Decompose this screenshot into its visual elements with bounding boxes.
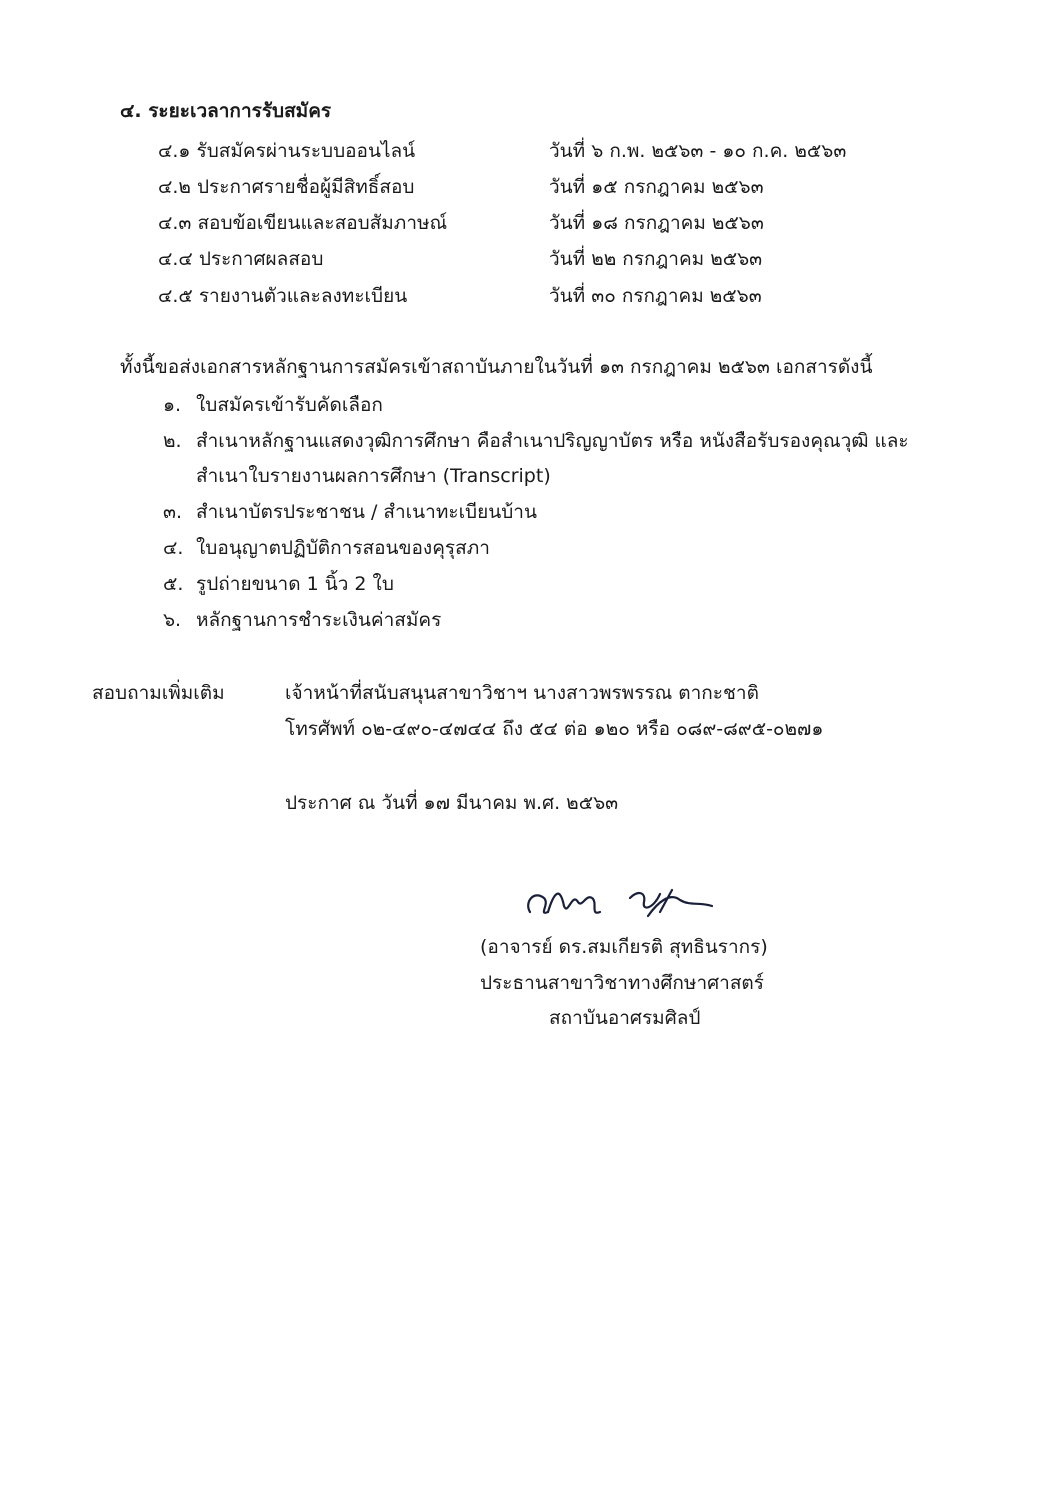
- schedule-item-date: วันที่ ๑๘ กรกฎาคม ๒๕๖๓: [549, 212, 764, 234]
- document-item-text: ใบอนุญาตปฏิบัติการสอนของคุรุสภา: [196, 537, 490, 559]
- schedule-item-label: ๔.๕ รายงานตัวและลงทะเบียน: [158, 285, 408, 307]
- document-item-number: ๕.: [163, 573, 184, 595]
- announcement-date: ประกาศ ณ วันที่ ๑๗ มีนาคม พ.ศ. ๒๕๖๓: [285, 792, 619, 814]
- document-item-number: ๓.: [163, 501, 183, 523]
- document-item-text: หลักฐานการชำระเงินค่าสมัคร: [196, 609, 442, 631]
- document-item-text: ใบสมัครเข้ารับคัดเลือก: [196, 394, 383, 416]
- document-item-text: รูปถ่ายขนาด 1 นิ้ว 2 ใบ: [196, 573, 394, 595]
- schedule-item-label: ๔.๔ ประกาศผลสอบ: [158, 248, 324, 270]
- schedule-item-label: ๔.๒ ประกาศรายชื่อผู้มีสิทธิ์สอบ: [158, 176, 415, 198]
- signatory-title: ประธานสาขาวิชาทางศึกษาศาสตร์: [480, 972, 764, 994]
- section-title: ๔. ระยะเวลาการรับสมัคร: [120, 100, 332, 122]
- document-item-number: ๒.: [163, 430, 182, 452]
- contact-phone: โทรศัพท์ ๐๒-๔๙๐-๔๗๔๔ ถึง ๕๔ ต่อ ๑๒๐ หรือ ๐๘๙-๘๙๕-๐๒๗๑: [285, 718, 824, 740]
- schedule-item-date: วันที่ ๖ ก.พ. ๒๕๖๓ - ๑๐ ก.ค. ๒๕๖๓: [549, 140, 847, 162]
- documents-intro: ทั้งนี้ขอส่งเอกสารหลักฐานการสมัครเข้าสถาบันภายในวันที่ ๑๓ กรกฎาคม ๒๕๖๓ เอกสารดังนี้: [120, 356, 873, 378]
- document-item-text: สำเนาบัตรประชาชน / สำเนาทะเบียนบ้าน: [196, 501, 537, 523]
- schedule-item-label: ๔.๑ รับสมัครผ่านระบบออนไลน์: [158, 140, 416, 162]
- document-item-number: ๔.: [163, 537, 184, 559]
- document-item-number: ๖.: [163, 609, 182, 631]
- contact-person: เจ้าหน้าที่สนับสนุนสาขาวิชาฯ นางสาวพรพรรณ ตากะชาติ: [285, 682, 759, 704]
- signatory-organization: สถาบันอาศรมศิลป์: [549, 1007, 701, 1029]
- schedule-item-date: วันที่ ๒๒ กรกฎาคม ๒๕๖๓: [549, 248, 763, 270]
- document-item-text-continued: สำเนาใบรายงานผลการศึกษา (Transcript): [196, 465, 551, 487]
- schedule-item-date: วันที่ ๓๐ กรกฎาคม ๒๕๖๓: [549, 285, 762, 307]
- schedule-item-date: วันที่ ๑๕ กรกฎาคม ๒๕๖๓: [549, 176, 764, 198]
- contact-label: สอบถามเพิ่มเติม: [92, 682, 225, 704]
- document-item-text: สำเนาหลักฐานแสดงวุฒิการศึกษา คือสำเนาปริญญาบัตร หรือ หนังสือรับรองคุณวุฒิ และ: [196, 430, 909, 452]
- signatory-name: (อาจารย์ ดร.สมเกียรติ สุทธินรากร): [480, 936, 768, 958]
- schedule-item-label: ๔.๓ สอบข้อเขียนและสอบสัมภาษณ์: [158, 212, 448, 234]
- handwritten-signature: [520, 872, 720, 932]
- document-item-number: ๑.: [163, 394, 182, 416]
